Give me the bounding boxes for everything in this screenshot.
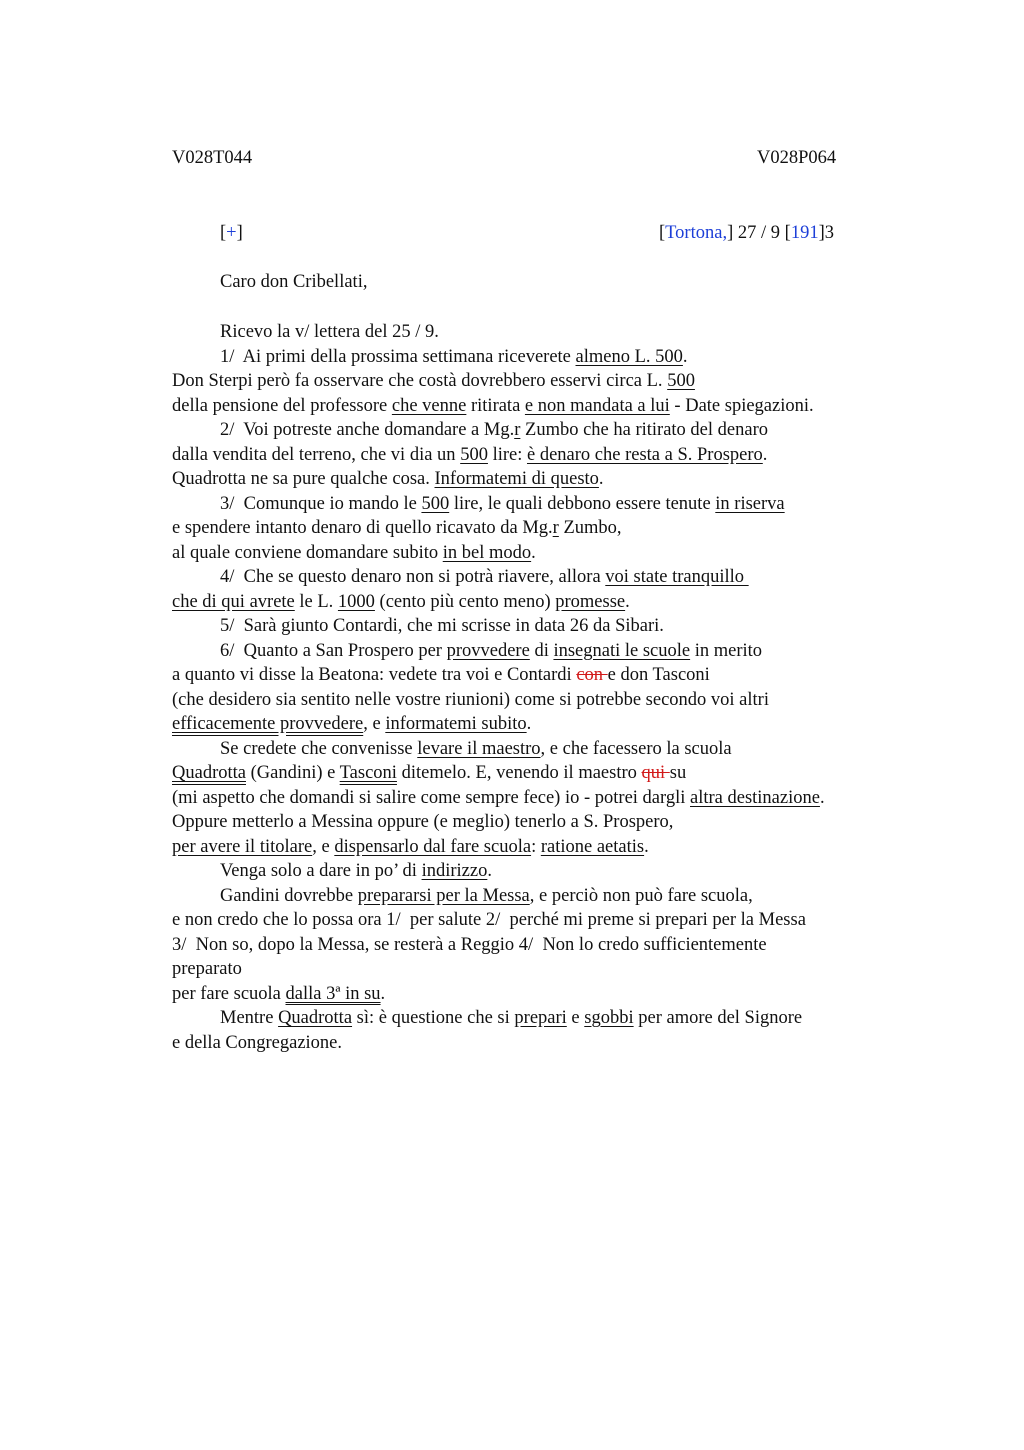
letter-line bbox=[172, 786, 932, 811]
document-code-right: V028P064 bbox=[757, 148, 837, 168]
text-segment: , e bbox=[363, 714, 386, 734]
letter-line bbox=[172, 908, 932, 933]
letter-line bbox=[172, 516, 932, 541]
letter-line bbox=[172, 345, 932, 370]
underlined-text: prepari bbox=[514, 1008, 567, 1028]
text-segment: 3/ Non so, dopo la Messa, se resterà a Reggio 4/ Non lo credo sufficientemente bbox=[172, 934, 767, 955]
letter-line bbox=[172, 1031, 932, 1056]
letter-line bbox=[172, 541, 932, 566]
deleted-text: con bbox=[576, 665, 608, 685]
text-segment: e bbox=[566, 1008, 585, 1028]
text-segment: , e bbox=[312, 836, 335, 857]
underlined-text: per avere il titolare bbox=[172, 836, 313, 857]
letter-line bbox=[172, 492, 932, 517]
text-segment: 6/ Quanto a San Prospero per bbox=[220, 640, 447, 661]
letter-line bbox=[172, 320, 932, 345]
dateline: [Tortona,] 27 / 9 [191]3 bbox=[659, 223, 834, 243]
text-segment: . bbox=[625, 591, 630, 612]
underlined-text: ratione aetatis bbox=[540, 836, 645, 857]
text-segment: su bbox=[669, 763, 687, 783]
text-segment: per amore del Signore bbox=[633, 1008, 803, 1028]
letter-line bbox=[172, 884, 932, 909]
year-link[interactable]: 191 bbox=[790, 223, 819, 243]
text-segment: sì: è questione che si bbox=[352, 1008, 515, 1028]
underlined-text: Tasconi bbox=[339, 763, 397, 783]
text-segment: , e perciò non può fare scuola, bbox=[529, 885, 753, 906]
place-link[interactable]: Tortona, bbox=[665, 223, 728, 243]
letter-line bbox=[172, 835, 932, 860]
underlined-text: voi state tranquillo bbox=[605, 567, 749, 587]
deleted-text: qui bbox=[641, 763, 670, 783]
text-segment: di bbox=[529, 640, 554, 661]
underlined-text: in bel modo bbox=[442, 542, 532, 563]
letter-line bbox=[172, 394, 932, 419]
letter-line bbox=[172, 810, 932, 835]
text-segment: . bbox=[644, 836, 649, 857]
underlined-text: promesse bbox=[555, 591, 626, 612]
text-segment: Don Sterpi però fa osservare che costà dovrebbero esservi circa L. bbox=[172, 371, 668, 391]
underlined-text: levare il maestro bbox=[417, 738, 541, 759]
underlined-text: indirizzo bbox=[421, 861, 488, 881]
underlined-text: efficacemente provvedere bbox=[172, 714, 364, 734]
salutation: Caro don Cribellati, bbox=[220, 272, 368, 292]
text-segment: - Date spiegazioni. bbox=[669, 395, 814, 416]
text-segment: a quanto vi disse la Beatona: vedete tra voi e Contardi bbox=[172, 665, 577, 685]
letter-line bbox=[172, 418, 932, 443]
text-segment: (Gandini) e bbox=[245, 763, 340, 783]
letter-line bbox=[172, 1006, 932, 1031]
text-segment: (mi aspetto che domandi si salire come sempre fece) io - potrei dargli bbox=[172, 787, 690, 808]
letter-body bbox=[172, 320, 932, 1055]
text-segment: lire: bbox=[487, 444, 527, 465]
underlined-text: e non mandata a lui bbox=[524, 395, 670, 416]
text-segment: Quadrotta ne sa pure qualche cosa. bbox=[172, 469, 435, 489]
text-segment: Zumbo che ha ritirato del denaro bbox=[520, 420, 768, 440]
year-last-digit: 3 bbox=[824, 223, 834, 243]
text-segment: e della Congregazione. bbox=[172, 1032, 343, 1053]
text-segment: Gandini dovrebbe bbox=[220, 885, 358, 906]
underlined-text: informatemi subito bbox=[385, 714, 527, 734]
text-segment: preparato bbox=[172, 959, 242, 979]
text-segment: (che desidero sia sentito nelle vostre riunioni) come si potrebbe secondo voi altri bbox=[172, 689, 769, 710]
letter-line bbox=[172, 957, 932, 982]
letter-line bbox=[172, 565, 932, 590]
underlined-text: prepararsi per la Messa bbox=[357, 885, 530, 906]
text-segment: Se credete che convenisse bbox=[220, 738, 418, 759]
letter-line bbox=[172, 639, 932, 664]
underlined-text: r bbox=[552, 518, 559, 538]
text-segment: Zumbo, bbox=[558, 518, 622, 538]
letter-line bbox=[172, 369, 932, 394]
text-segment: . bbox=[598, 469, 604, 489]
text-segment: in merito bbox=[690, 640, 763, 661]
underlined-text: 1000 bbox=[337, 591, 375, 612]
text-segment: 4/ Che se questo denaro non si potrà riavere, allora bbox=[220, 567, 606, 587]
letter-line bbox=[172, 590, 932, 615]
letter-line bbox=[172, 982, 932, 1007]
text-segment: Oppure metterlo a Messina oppure (e meglio) tenerlo a S. Prospero, bbox=[172, 812, 674, 832]
letter-line bbox=[172, 761, 932, 786]
text-segment: (cento più cento meno) bbox=[374, 591, 556, 612]
underlined-text: in riserva bbox=[715, 493, 785, 514]
text-segment: le L. bbox=[294, 591, 338, 612]
underlined-text: Informatemi di questo bbox=[434, 469, 599, 489]
date-day-month: 27 / 9 bbox=[733, 223, 785, 243]
text-segment: e don Tasconi bbox=[607, 665, 710, 685]
text-segment: , e che facessero la scuola bbox=[540, 738, 732, 759]
underlined-text: almeno L. 500 bbox=[575, 346, 683, 367]
text-segment: 1/ Ai primi della prossima settimana riceverete bbox=[220, 346, 576, 367]
text-segment: e non credo che lo possa ora 1/ per salute 2/ perché mi preme si prepari per la Messa bbox=[172, 910, 806, 930]
underlined-text: dispensarlo dal fare scuola bbox=[334, 836, 532, 857]
text-segment: Venga solo a dare in po’ di bbox=[220, 861, 422, 881]
cross-symbol[interactable]: + bbox=[226, 223, 237, 243]
text-segment: . bbox=[380, 983, 386, 1004]
text-segment: . bbox=[762, 444, 768, 465]
underlined-text: che venne bbox=[391, 395, 467, 416]
underlined-text: provvedere bbox=[446, 640, 530, 661]
underlined-text: è denaro che resta a S. Prospero bbox=[526, 444, 763, 465]
text-segment: . bbox=[526, 714, 532, 734]
letter-line bbox=[172, 443, 932, 468]
text-segment: . bbox=[531, 542, 536, 563]
underlined-text: 500 bbox=[667, 371, 695, 391]
text-segment: 2/ Voi potreste anche domandare a Mg. bbox=[220, 420, 515, 440]
underlined-text: 500 bbox=[460, 444, 488, 465]
underlined-text: Quadrotta bbox=[172, 763, 246, 783]
underlined-text: altra destinazione bbox=[690, 787, 820, 808]
letter-line bbox=[172, 467, 932, 492]
text-segment: ditemelo. E, venendo il maestro bbox=[396, 763, 642, 783]
letter-line bbox=[172, 712, 932, 737]
text-segment: 5/ Sarà giunto Contardi, che mi scrisse in data 26 da Sibari. bbox=[220, 616, 664, 636]
text-segment: per fare scuola bbox=[172, 983, 286, 1004]
underlined-text: sgobbi bbox=[584, 1008, 634, 1028]
text-segment: e spendere intanto denaro di quello ricavato da Mg. bbox=[172, 518, 553, 538]
text-segment: lire, le quali debbono essere tenute bbox=[449, 493, 716, 514]
text-segment: Mentre bbox=[220, 1008, 279, 1028]
underlined-text: che di qui avrete bbox=[172, 591, 295, 612]
text-segment: al quale conviene domandare subito bbox=[172, 542, 443, 563]
underlined-text: Quadrotta bbox=[278, 1008, 353, 1028]
cross-mark: [+] bbox=[220, 223, 243, 243]
letter-line bbox=[172, 933, 932, 958]
text-segment: . bbox=[819, 787, 825, 808]
text-segment: : bbox=[531, 836, 541, 857]
underlined-text: dalla 3ª in su bbox=[285, 983, 381, 1004]
document-code-left: V028T044 bbox=[172, 148, 253, 168]
underlined-text: insegnati le scuole bbox=[553, 640, 691, 661]
text-segment: ritirata bbox=[466, 395, 525, 416]
letter-line bbox=[172, 688, 932, 713]
letter-line bbox=[172, 859, 932, 884]
text-segment: . bbox=[487, 861, 492, 881]
underlined-text: r bbox=[514, 420, 521, 440]
letter-line bbox=[172, 614, 932, 639]
text-segment: 3/ Comunque io mando le bbox=[220, 493, 422, 514]
text-segment: . bbox=[682, 346, 688, 367]
text-segment: dalla vendita del terreno, che vi dia un bbox=[172, 444, 461, 465]
letter-line bbox=[172, 737, 932, 762]
text-segment: della pensione del professore bbox=[172, 395, 392, 416]
letter-line bbox=[172, 663, 932, 688]
text-segment: Ricevo la v/ lettera del 25 / 9. bbox=[220, 322, 439, 342]
underlined-text: 500 bbox=[421, 493, 450, 514]
